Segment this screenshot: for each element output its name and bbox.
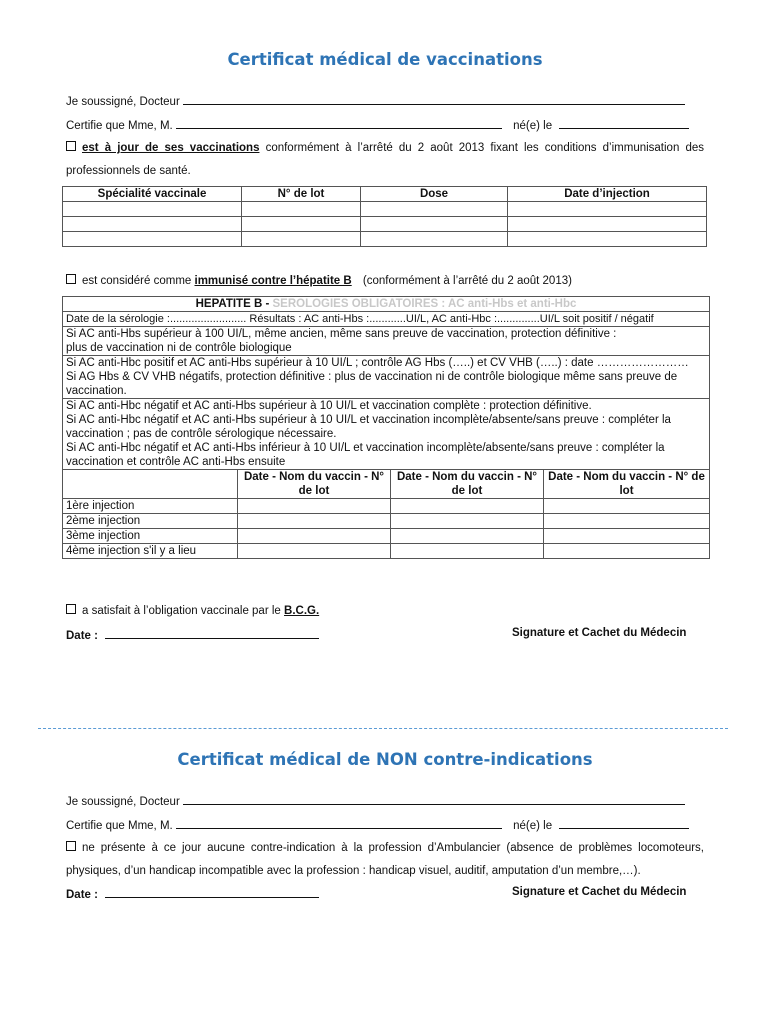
cert1-patient-line <box>66 117 689 132</box>
vaccination-table-header <box>63 187 707 202</box>
header-lot: N° de lot <box>242 187 361 202</box>
cert1-ajour-checkbox[interactable] <box>66 141 76 151</box>
cert2-ci-line2: physiques, d’un handicap incompatible avec la profession : handicap visuel, auditif, amputation d’un membre,…). <box>66 865 641 877</box>
cert2-ci-line <box>66 841 704 854</box>
header-date-injection: Date d’injection <box>508 187 707 202</box>
hep-title-bold: HEPATITE B - <box>195 298 270 310</box>
cert1-date-label: Date : <box>66 630 98 642</box>
cert1-date-field[interactable] <box>105 627 319 639</box>
cert2-patient-line <box>66 817 689 832</box>
cert2-title: Certificat médical de NON contre-indications <box>177 750 593 769</box>
hep-title <box>63 297 710 312</box>
cert1-date-line <box>66 627 319 642</box>
injection-label: 4ème injection s'il y a lieu <box>63 544 238 559</box>
table-row <box>63 217 707 232</box>
table-row <box>63 202 707 217</box>
injection-header-row <box>63 470 710 499</box>
table-row <box>63 514 710 529</box>
cert1-ajour-bold: est à jour de ses vaccinations <box>82 142 260 154</box>
separator-line <box>38 728 728 729</box>
cert2-date-line <box>66 886 319 901</box>
cert1-nee-label: né(e) le <box>513 120 553 132</box>
injection-label: 3ème injection <box>63 529 238 544</box>
hep-row-4: Si AC anti-Hbc négatif et AC anti-Hbs supérieur à 10 UI/L et vaccination complète : protection définitive. Si AC anti-Hbc négatif et AC anti-Hbs supérieur à 10 UI/L et vaccination incomplète/absente/sans preuve : compléter la vaccination ; pas de contrôle sérologique nécessaire. Si AC anti-Hbc négatif et AC anti-Hbs inférieur à 10 UI/L et vaccination incomplète/absente/sans preuve : compléter la vaccination et contrôle AC anti-Hbs ensuite <box>63 399 710 470</box>
hep-row-2: Si AC anti-Hbs supérieur à 100 UI/L, même ancien, même sans preuve de vaccination, protection définitive : plus de vaccination ni de contrôle biologique <box>63 327 710 356</box>
injection-label: 2ème injection <box>63 514 238 529</box>
cert2-birthdate-field[interactable] <box>559 817 689 829</box>
cert1-immunise-checkbox[interactable] <box>66 274 76 284</box>
cert2-patient-field[interactable] <box>176 817 502 829</box>
cert1-immunise-line <box>66 274 572 287</box>
cert1-bcg-line <box>66 604 319 617</box>
cert2-date-label: Date : <box>66 889 98 901</box>
cert2-doctor-line <box>66 793 685 808</box>
cert1-immunise-bold: immunisé contre l’hépatite B <box>194 275 352 287</box>
hepatite-table <box>62 296 710 559</box>
injection-label: 1ère injection <box>63 499 238 514</box>
cert1-certifie-label: Certifie que Mme, M. <box>66 120 173 132</box>
header-specialite: Spécialité vaccinale <box>63 187 242 202</box>
inj-header-3: Date - Nom du vaccin - N° de lot <box>544 470 710 499</box>
cert1-bcg-checkbox[interactable] <box>66 604 76 614</box>
cert1-title: Certificat médical de vaccinations <box>227 50 543 69</box>
cert1-bcg-pre: a satisfait à l’obligation vaccinale par le <box>82 605 281 617</box>
hep-title-grey: SEROLOGIES OBLIGATOIRES : AC anti-Hbs et anti-Hbc <box>272 298 577 310</box>
vaccination-table <box>62 186 707 247</box>
cert1-doctor-line <box>66 93 685 108</box>
cert1-soussigne-label: Je soussigné, Docteur <box>66 96 180 108</box>
cert2-nee-label: né(e) le <box>513 820 553 832</box>
cert1-birthdate-field[interactable] <box>559 117 689 129</box>
inj-header-1: Date - Nom du vaccin - N° de lot <box>238 470 391 499</box>
header-dose: Dose <box>361 187 508 202</box>
cert1-bcg-bold: B.C.G. <box>284 605 320 617</box>
hep-serologie-row: Date de la sérologie :......................... Résultats : AC anti-Hbs :............UI/L, AC anti-Hbc :..............UI/L soit positif / négatif <box>63 312 710 327</box>
cert1-immunise-pre: est considéré comme <box>82 275 192 287</box>
cert1-signature: Signature et Cachet du Médecin <box>512 627 687 639</box>
cert1-ajour-text: conformément à l’arrêté du 2 août 2013 fixant les conditions d’immunisation des <box>265 142 704 154</box>
cert1-ajour-line <box>66 141 704 154</box>
cert1-immunise-post: (conformément à l’arrêté du 2 août 2013) <box>362 275 572 287</box>
table-row <box>63 232 707 247</box>
table-row <box>63 544 710 559</box>
cert1-ajour-line2: professionnels de santé. <box>66 165 191 177</box>
cert2-ci-text: ne présente à ce jour aucune contre-indication à la profession d’Ambulancier (absence de problèmes locomoteurs, <box>82 842 704 854</box>
cert2-ci-checkbox[interactable] <box>66 841 76 851</box>
inj-header-2: Date - Nom du vaccin - N° de lot <box>391 470 544 499</box>
cert2-doctor-field[interactable] <box>183 793 685 805</box>
cert1-doctor-field[interactable] <box>183 93 685 105</box>
cert2-date-field[interactable] <box>105 886 319 898</box>
cert2-certifie-label: Certifie que Mme, M. <box>66 820 173 832</box>
cert1-patient-field[interactable] <box>176 117 502 129</box>
cert2-soussigne-label: Je soussigné, Docteur <box>66 796 180 808</box>
cert2-signature: Signature et Cachet du Médecin <box>512 886 687 898</box>
table-row <box>63 499 710 514</box>
table-row <box>63 529 710 544</box>
hep-row-3: Si AC anti-Hbc positif et AC anti-Hbs supérieur à 10 UI/L ; contrôle AG Hbs (…..) et CV VHB (…..) : date …………………… Si AG Hbs & CV VHB négatifs, protection définitive : plus de vaccination ni de contrôle biologique même sans preuve de vaccination. <box>63 356 710 399</box>
